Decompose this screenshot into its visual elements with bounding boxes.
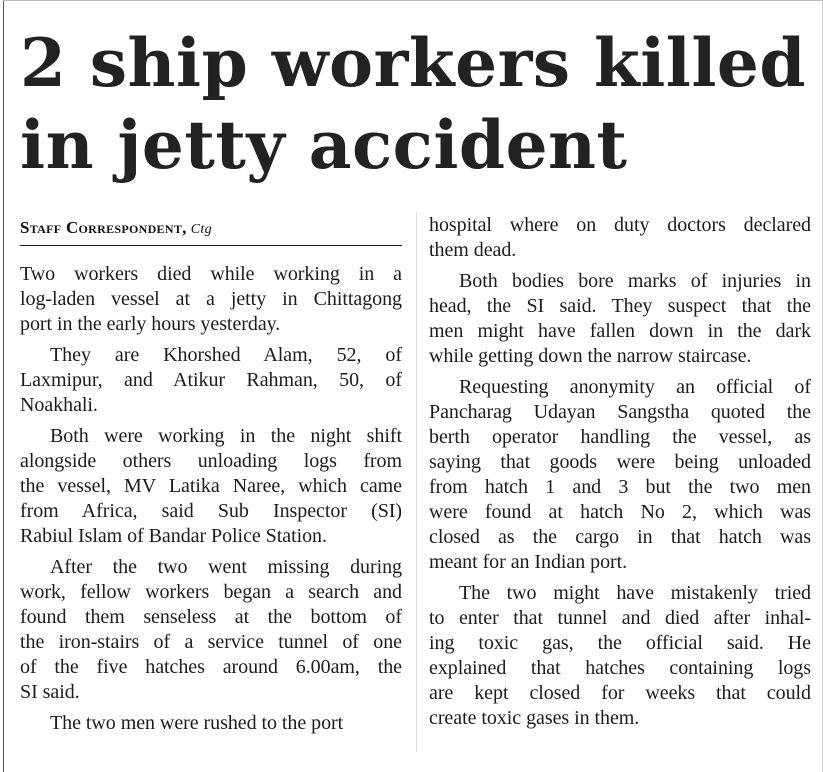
paragraph [429, 269, 811, 369]
text-line: Pancharag Udayan Sangstha quoted the [429, 401, 811, 423]
article-column-right [429, 213, 811, 731]
text-line: Laxmipur, and Atikur Rahman, 50, of [20, 369, 402, 391]
text-line: Two workers died while working in a [20, 263, 402, 285]
article-column-left [20, 262, 402, 736]
text-line: head, the SI said. They suspect that the [429, 295, 811, 317]
text-line: hospital where on duty doctors declared [429, 214, 811, 236]
text-line: They are Khorshed Alam, 52, of [50, 344, 402, 366]
text-line: port in the early hours yesterday. [20, 313, 281, 335]
page-border-left [3, 0, 4, 772]
text-line: meant for an Indian port. [429, 551, 628, 573]
text-line: After the two went missing during [50, 556, 402, 578]
text-line: are kept closed for weeks that could [429, 682, 811, 704]
text-line: create toxic gases in them. [429, 707, 640, 729]
text-line: the iron-stairs of a service tunnel of one [20, 631, 402, 653]
headline [20, 22, 820, 186]
paragraph [429, 213, 811, 263]
paragraph [20, 343, 402, 418]
text-line: saying that goods were being unloaded [429, 451, 811, 473]
text-line: explained that hatches containing logs [429, 657, 811, 679]
byline [20, 218, 400, 238]
text-line: Rabiul Islam of Bandar Police Station. [20, 525, 327, 547]
text-line: men might have fallen down in the dark [429, 320, 811, 342]
text-line: Both bodies bore marks of injuries in [459, 270, 811, 292]
text-line: The two might have mistakenly tried [459, 582, 811, 604]
text-line: them dead. [429, 239, 517, 261]
byline-name: Staff Correspondent, [20, 218, 187, 237]
text-line: SI said. [20, 681, 80, 703]
text-line: while getting down the narrow staircase. [429, 345, 752, 367]
column-divider [416, 212, 417, 752]
paragraph [20, 711, 402, 736]
text-line: work, fellow workers began a search and [20, 581, 402, 603]
text-line: from Africa, said Sub Inspector (SI) [20, 500, 402, 522]
text-line: Requesting anonymity an official of [459, 376, 811, 398]
byline-rule [20, 245, 402, 246]
paragraph [429, 581, 811, 731]
headline-line-1: 2 ship workers killed [20, 24, 807, 102]
headline-line-2: in jetty accident [20, 106, 628, 184]
text-line: Noakhali. [20, 394, 98, 416]
text-line: berth operator handling the vessel, as [429, 426, 811, 448]
text-line: log-laden vessel at a jetty in Chittagong [20, 288, 402, 310]
page-border-top [3, 0, 823, 1]
text-line: alongside others unloading logs from [20, 450, 402, 472]
text-line: Both were working in the night shift [50, 425, 402, 447]
text-line: closed as the cargo in that hatch was [429, 526, 811, 548]
paragraph [20, 424, 402, 549]
paragraph [20, 555, 402, 705]
text-line: of the five hatches around 6.00am, the [20, 656, 402, 678]
text-line: to enter that tunnel and died after inhal- [429, 607, 811, 629]
paragraph [20, 262, 402, 337]
text-line: from hatch 1 and 3 but the two men [429, 476, 811, 498]
text-line: were found at hatch No 2, which was [429, 501, 811, 523]
text-line: found them senseless at the bottom of [20, 606, 402, 628]
paragraph [429, 375, 811, 575]
byline-location: Ctg [190, 222, 212, 237]
text-line: ing toxic gas, the official said. He [429, 632, 811, 654]
text-line: the vessel, MV Latika Naree, which came [20, 475, 402, 497]
text-line: The two men were rushed to the port [50, 712, 344, 734]
